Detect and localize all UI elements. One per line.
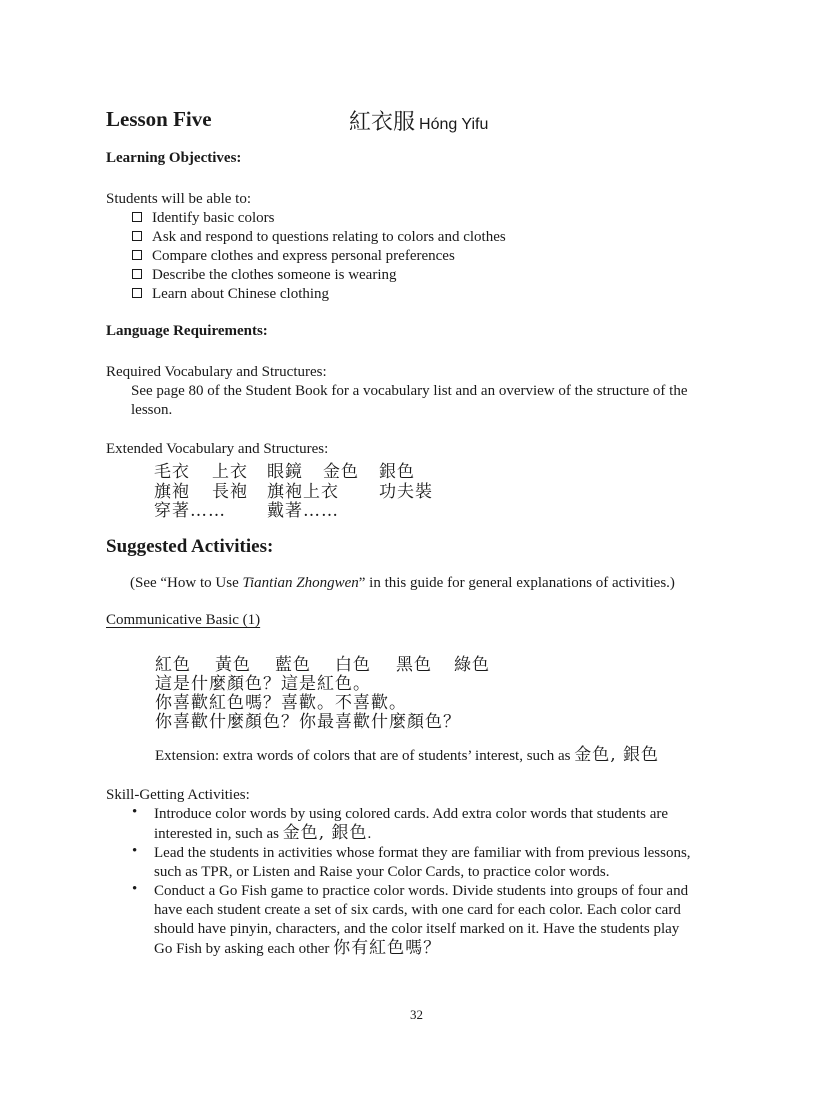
checkbox-icon — [132, 288, 142, 298]
bullet-text: interested in, such as 金色, 銀色. — [154, 823, 372, 843]
checkbox-icon — [132, 250, 142, 260]
color-word: 綠色 — [454, 655, 490, 675]
example-sentence: 這是什麼顏色？這是紅色。 — [155, 674, 371, 694]
checkbox-icon — [132, 212, 142, 222]
bullet-icon: • — [132, 804, 138, 820]
color-word: 黑色 — [396, 655, 432, 675]
color-word: 白色 — [335, 655, 371, 675]
vocab-word: 戴著…… — [267, 501, 339, 521]
bullet-icon: • — [132, 843, 138, 859]
objective-item: Learn about Chinese clothing — [132, 285, 329, 304]
extended-label: Extended Vocabulary and Structures: — [106, 441, 329, 457]
bullet-text: have each student create a set of six cards, with one card for each color. Each color card — [154, 902, 681, 918]
activities-heading: Suggested Activities: — [106, 536, 274, 557]
bullet-text: such as TPR, or Listen and Raise your Color Cards, to practice color words. — [154, 864, 610, 880]
vocab-word: 長袍 — [212, 482, 248, 502]
vocab-word: 穿著…… — [154, 501, 226, 521]
bullet-icon: • — [132, 881, 138, 897]
objective-item: Identify basic colors — [132, 209, 274, 228]
bullet-text: Go Fish by asking each other 你有紅色嗎？ — [154, 938, 442, 958]
vocab-word: 旗袍上衣 — [267, 482, 339, 502]
vocab-word: 銀色 — [379, 462, 415, 482]
color-word: 紅色 — [155, 655, 191, 675]
required-text: lesson. — [131, 402, 173, 418]
color-word: 藍色 — [275, 655, 311, 675]
section-title: Communicative Basic (1) — [106, 612, 261, 628]
skill-getting-label: Skill-Getting Activities: — [106, 787, 250, 803]
example-sentence: 你喜歡什麼顏色？你最喜歡什麼顏色？ — [155, 712, 461, 732]
vocab-word: 金色 — [323, 462, 359, 482]
lesson-title: Lesson Five — [106, 107, 212, 131]
vocab-word: 旗袍 — [154, 482, 190, 502]
objective-item: Describe the clothes someone is wearing — [132, 266, 397, 285]
extension-line: Extension: extra words of colors that are of students’ interest, such as 金色, 銀色 — [155, 745, 660, 765]
objective-item: Ask and respond to questions relating to colors and clothes — [132, 228, 506, 247]
objectives-heading: Learning Objectives: — [106, 150, 242, 166]
color-word: 黃色 — [215, 655, 251, 675]
bullet-text: Conduct a Go Fish game to practice color words. Divide students into groups of four and — [154, 883, 689, 899]
required-text: See page 80 of the Student Book for a vocabulary list and an overview of the structure of the — [131, 383, 688, 399]
bullet-text: Lead the students in activities whose format they are familiar with from previous lessons, — [154, 845, 691, 861]
example-sentence: 你喜歡紅色嗎？喜歡。不喜歡。 — [155, 693, 407, 713]
objectives-intro: Students will be able to: — [106, 191, 251, 207]
vocab-word: 眼鏡 — [267, 462, 303, 482]
vocab-word: 功夫裝 — [379, 482, 433, 502]
bullet-text: should have pinyin, characters, and the color itself marked on it. Have the students play — [154, 921, 680, 937]
activities-note: (See “How to Use Tiantian Zhongwen” in this guide for general explanations of activities.) — [130, 575, 675, 591]
checkbox-icon — [132, 231, 142, 241]
lesson-chinese-title: 紅衣服 — [349, 110, 416, 135]
vocab-word: 上衣 — [212, 462, 248, 482]
checkbox-icon — [132, 269, 142, 279]
objective-item: Compare clothes and express personal preferences — [132, 247, 455, 266]
lesson-pinyin-title: Hóng Yifu — [419, 116, 489, 133]
required-label: Required Vocabulary and Structures: — [106, 364, 327, 380]
language-heading: Language Requirements: — [106, 323, 268, 339]
vocab-word: 毛衣 — [154, 462, 190, 482]
bullet-text: Introduce color words by using colored cards. Add extra color words that students are — [154, 806, 669, 822]
page-number: 32 — [410, 1007, 423, 1022]
lesson-chinese-title-group — [349, 105, 488, 136]
